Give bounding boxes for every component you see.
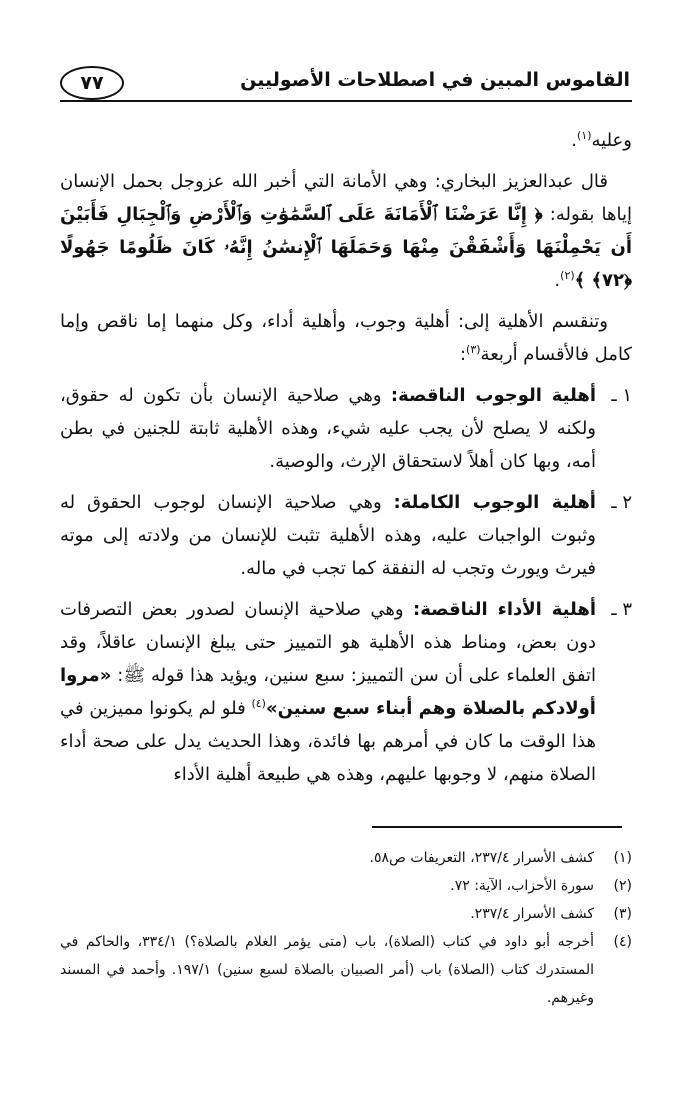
item-body xyxy=(60,486,596,585)
item-text: وهي صلاحية الإنسان لوجوب الحقوق له وثبوت الواجبات عليه، وهذه الأهلية تثبت للإنسان من ولادته إلى موته فيرث ويورث وتجب له النفقة كما تجب في ماله. xyxy=(60,492,596,579)
item-text: وهي صلاحية الإنسان لصدور بعض التصرفات دون بعض، ومناط هذه الأهلية هو التمييز حتى يبلغ الإنسان عاقلاً، وقد اتفق العلماء على أن سن التمييز: سبع سنين، ويؤيد هذا قوله ﷺ: xyxy=(60,599,596,686)
footnote-ref-1[interactable]: (١) xyxy=(577,129,592,142)
running-header-title: القاموس المبين في اصطلاحات الأصوليين xyxy=(240,69,630,91)
item-number: ٢ ـ xyxy=(611,492,632,513)
item-number: ٣ ـ xyxy=(611,599,632,620)
footnote-text: كشف الأسرار ٢٣٧/٤، التعريفات ص٥٨. xyxy=(369,850,594,866)
bukhari-text: قال عبدالعزيز البخاري: وهي الأمانة التي أخبر الله عزوجل بحمل الإنسان إياها بقوله: xyxy=(60,171,632,225)
hadith-quote: «مروا أولادكم بالصلاة وهم أبناء سبع سنين» xyxy=(60,665,596,719)
paragraph-intro xyxy=(60,124,632,157)
footnote-text: أخرجه أبو داود في كتاب (الصلاة)، باب (متى يؤمر الغلام بالصلاة؟) ٣٣٤/١، والحاكم في المستدرك كتاب (الصلاة) باب (أمر الصبيان بالصلاة لسبع سنين) ١٩٧/١. وأحمد في المسند وغيرهم. xyxy=(60,934,595,1006)
item-heading: أهلية الأداء الناقصة: xyxy=(413,599,596,620)
item-body xyxy=(60,379,596,478)
header-rule xyxy=(60,100,632,102)
division-text: وتنقسم الأهلية إلى: أهلية وجوب، وأهلية أداء، وكل منهما إما ناقص وإما كامل فالأقسام أربعة xyxy=(60,311,632,365)
footnote-ref-4[interactable]: (٤) xyxy=(251,697,266,710)
footnote-number: (٤) xyxy=(613,934,632,950)
footnote-number: (٢) xyxy=(613,878,632,894)
list-item xyxy=(60,486,632,585)
footnote xyxy=(60,900,632,928)
division-end: : xyxy=(459,344,467,365)
item-heading: أهلية الوجوب الكاملة: xyxy=(393,492,596,513)
intro-end: . xyxy=(571,130,577,151)
main-text xyxy=(60,124,632,799)
footnotes xyxy=(60,844,632,1012)
item-text-continued: فلو لم يكونوا مميزين في هذا الوقت ما كان في أمرهم بها فائدة، وهذا الحديث يدل على صحة أداء الصلاة منهم، لا وجوبها عليهم، وهذه هي طبيعة أهلية الأداء xyxy=(60,698,596,785)
paragraph-bukhari xyxy=(60,165,632,297)
footnote-ref-2[interactable]: (٢) xyxy=(560,269,575,282)
item-body xyxy=(60,593,596,791)
footnote-text: سورة الأحزاب، الآية: ٧٢. xyxy=(450,878,594,894)
footnote-number: (١) xyxy=(613,850,632,866)
footnote-text: كشف الأسرار ٢٣٧/٤. xyxy=(470,906,594,922)
list-item xyxy=(60,379,632,478)
bukhari-end: . xyxy=(554,270,561,291)
intro-text: وعليه xyxy=(591,130,632,151)
footnote-number: (٣) xyxy=(613,906,632,922)
footnote xyxy=(60,872,632,900)
item-heading: أهلية الوجوب الناقصة: xyxy=(390,385,596,406)
item-number: ١ ـ xyxy=(611,385,632,406)
footnote xyxy=(60,844,632,872)
footnote-ref-3[interactable]: (٣) xyxy=(466,343,481,356)
list-item xyxy=(60,593,632,791)
page-number: ٧٧ xyxy=(60,66,124,100)
quran-verse: ﴿ إِنَّا عَرَضْنَا ٱلْأَمَانَةَ عَلَى ٱلسَّمَٰوَٰتِ وَٱلْأَرْضِ وَٱلْجِبَالِ فَأَبَيْنَ أَن يَحْمِلْنَهَا وَأَشْفَقْنَ مِنْهَا وَحَمَلَهَا ٱلْإِنسَٰنُ إِنَّهُۥ كَانَ ظَلُومًا جَهُولًا ﴿٧٢﴾ ﴾ xyxy=(60,204,632,291)
item-text: وهي صلاحية الإنسان بأن تكون له حقوق، ولكنه لا يصلح لأن يجب عليه شيء، وهذه الأهلية ثابتة للجنين في بطن أمه، وبها كان أهلاً لاستحقاق الإرث، والوصية. xyxy=(60,385,596,472)
footnote-rule xyxy=(372,826,622,828)
footnote xyxy=(60,928,632,1012)
paragraph-division xyxy=(60,305,632,371)
